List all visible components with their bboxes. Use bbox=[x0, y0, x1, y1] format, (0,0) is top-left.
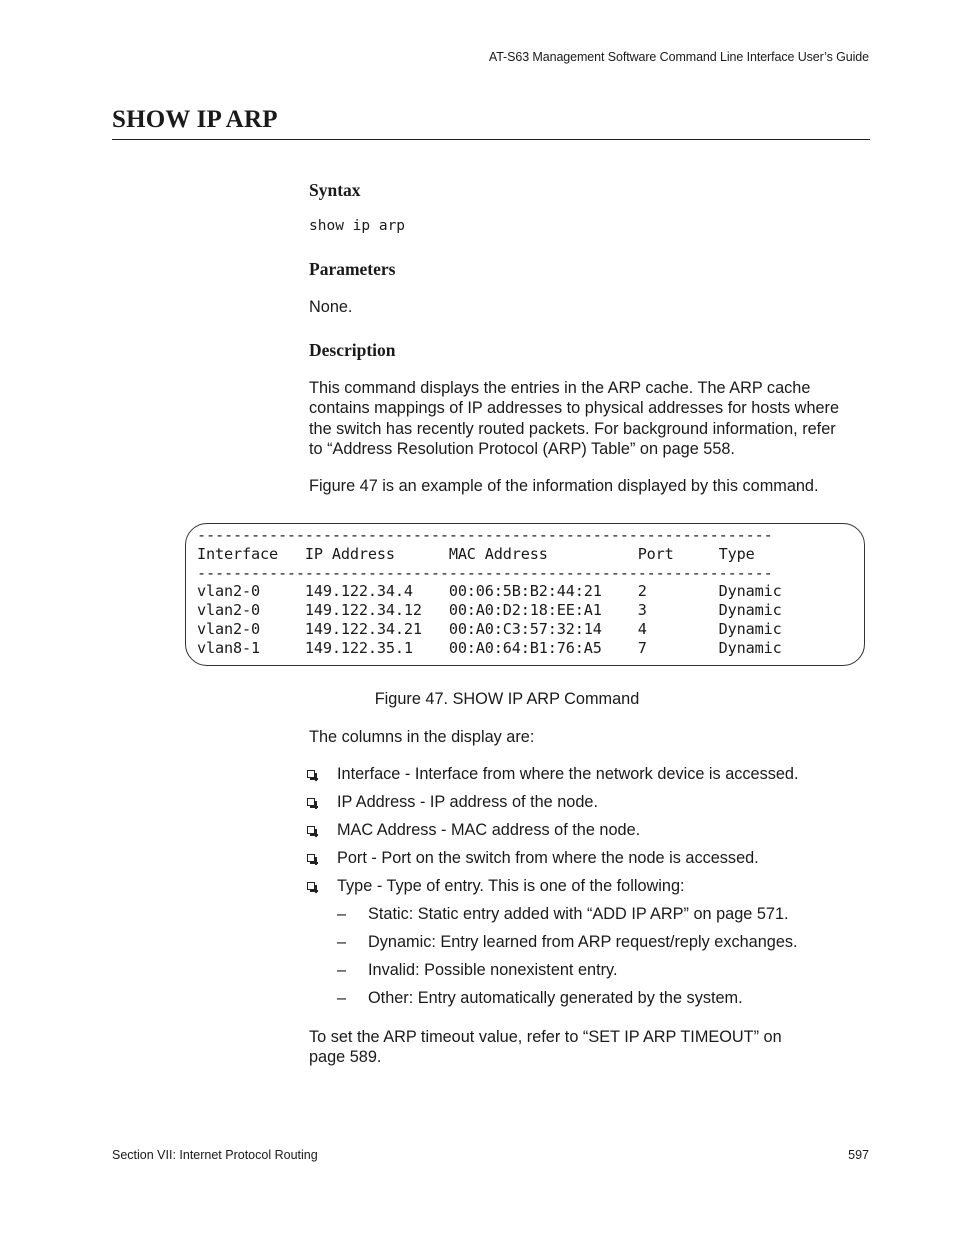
footer-section: Section VII: Internet Protocol Routing bbox=[112, 1148, 318, 1162]
dash-marker: – bbox=[337, 905, 347, 923]
description-line: the switch has recently routed packets. For background information, refer bbox=[309, 419, 836, 438]
checkbox-bullet-icon bbox=[307, 826, 315, 834]
syntax-command: show ip arp bbox=[309, 218, 406, 234]
bullet-text: IP Address - IP address of the node. bbox=[337, 793, 598, 811]
figure-data-row: vlan2-0 149.122.34.4 00:06:5B:B2:44:21 2 Dynamic bbox=[197, 582, 782, 601]
description-line: to “Address Resolution Protocol (ARP) Table” on page 558. bbox=[309, 439, 735, 458]
parameters-heading: Parameters bbox=[309, 259, 396, 279]
checkbox-bullet-icon bbox=[307, 882, 315, 890]
checkbox-bullet-icon bbox=[307, 770, 315, 778]
figure-data-row: vlan2-0 149.122.34.12 00:A0:D2:18:EE:A1 3 Dynamic bbox=[197, 601, 782, 620]
parameters-text: None. bbox=[309, 298, 353, 316]
checkbox-bullet-icon bbox=[307, 798, 315, 806]
page-number: 597 bbox=[848, 1148, 869, 1162]
title-divider bbox=[112, 139, 870, 140]
dash-marker: – bbox=[337, 933, 347, 951]
bullet-text: Type - Type of entry. This is one of the following: bbox=[337, 877, 685, 895]
closing-line: page 589. bbox=[309, 1048, 382, 1067]
figure-header-row: Interface IP Address MAC Address Port Type bbox=[197, 544, 755, 563]
description-line: contains mappings of IP addresses to physical addresses for hosts where bbox=[309, 399, 840, 418]
figure-output bbox=[197, 526, 782, 658]
columns-intro: The columns in the display are: bbox=[309, 728, 535, 746]
sub-item-text: Other: Entry automatically generated by the system. bbox=[368, 989, 743, 1007]
description-paragraph bbox=[309, 378, 839, 459]
figure-separator: ---------------------------------------------------------------- bbox=[197, 526, 773, 544]
figure-data-row: vlan2-0 149.122.34.21 00:A0:C3:57:32:14 4 Dynamic bbox=[197, 619, 782, 638]
bullet-text: Interface - Interface from where the network device is accessed. bbox=[337, 765, 799, 783]
closing-paragraph bbox=[309, 1027, 782, 1068]
dash-marker: – bbox=[337, 961, 347, 979]
closing-line: To set the ARP timeout value, refer to “SET IP ARP TIMEOUT” on bbox=[309, 1028, 782, 1046]
checkbox-bullet-icon bbox=[307, 854, 315, 862]
running-header: AT-S63 Management Software Command Line Interface User’s Guide bbox=[488, 50, 869, 64]
figure-intro: Figure 47 is an example of the information displayed by this command. bbox=[309, 477, 819, 495]
figure-data-row: vlan8-1 149.122.35.1 00:A0:64:B1:76:A5 7 Dynamic bbox=[197, 638, 782, 657]
bullet-text: MAC Address - MAC address of the node. bbox=[337, 821, 641, 839]
sub-item-text: Static: Static entry added with “ADD IP ARP” on page 571. bbox=[368, 905, 789, 923]
sub-item-text: Invalid: Possible nonexistent entry. bbox=[368, 961, 618, 979]
sub-item-text: Dynamic: Entry learned from ARP request/reply exchanges. bbox=[368, 933, 798, 951]
dash-marker: – bbox=[337, 989, 347, 1007]
bullet-text: Port - Port on the switch from where the node is accessed. bbox=[337, 849, 759, 867]
description-line: This command displays the entries in the ARP cache. The ARP cache bbox=[309, 379, 811, 397]
syntax-heading: Syntax bbox=[309, 180, 361, 200]
figure-caption: Figure 47. SHOW IP ARP Command bbox=[374, 690, 640, 708]
description-heading: Description bbox=[309, 340, 396, 360]
figure-separator: ---------------------------------------------------------------- bbox=[197, 563, 773, 582]
page-title: SHOW IP ARP bbox=[112, 106, 278, 133]
